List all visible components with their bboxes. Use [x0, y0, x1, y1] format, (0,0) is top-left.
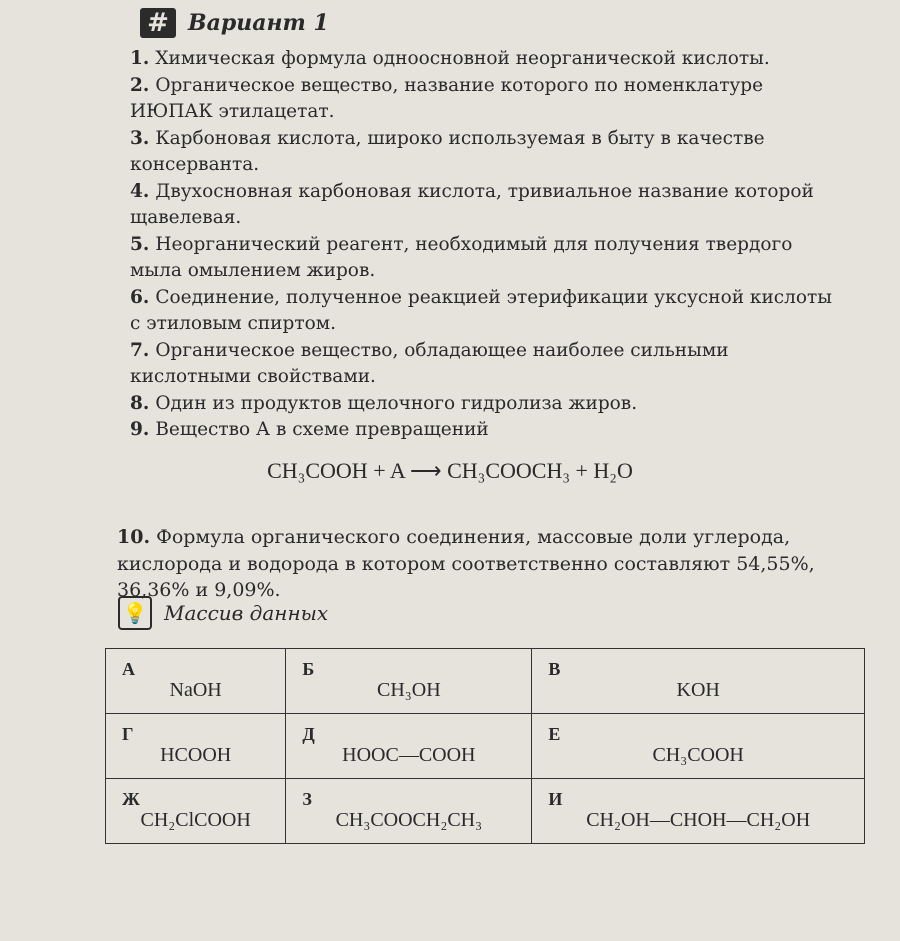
table-row: [106, 714, 865, 779]
table-cell: Е CH₃COOH: [532, 714, 865, 779]
question-item: 1. Химическая формула одноосновной неорганической кислоты.: [130, 48, 770, 69]
table-cell: В KOH: [532, 649, 865, 714]
table-cell: А NaOH: [106, 649, 286, 714]
question-list: [130, 46, 845, 444]
data-section-title: Массив данных: [164, 601, 329, 625]
question-item: 2. Органическое вещество, название которого по номенклатуре ИЮПАК этилацетат.: [130, 74, 764, 122]
question-item-10: 10. Формула органического соединения, массовые доли углерода, кислорода и водорода в котором соответственно составляют 54,55%, 36,36% и 9,09%.: [117, 526, 815, 601]
question-item: 5. Неорганический реагент, необходимый для получения твердого мыла омылением жиров.: [130, 233, 793, 281]
hash-icon: #: [140, 8, 176, 38]
table-row: [106, 649, 865, 714]
question-item: 8. Один из продуктов щелочного гидролиза жиров.: [130, 392, 638, 414]
variant-title: Вариант 1: [188, 10, 329, 36]
reaction-equation: CH₃COOH + A ⟶ CH₃COOCH₃ + H₂O: [267, 458, 633, 483]
table-cell: Д HOOC—COOH: [286, 714, 532, 779]
table-cell: Б CH₃OH: [286, 649, 532, 714]
question-item: 9. Вещество А в схеме превращений: [130, 419, 489, 440]
question-item: 7. Органическое вещество, обладающее наиболее сильными кислотными свойствами.: [130, 339, 729, 387]
table-row: [106, 779, 865, 844]
table-cell: З CH₃COOCH₂CH₃: [286, 779, 532, 844]
question-item: 3. Карбоновая кислота, широко используемая в быту в качестве консерванта.: [130, 127, 765, 175]
question-item: 4. Двухосновная карбоновая кислота, тривиальное название которой щавелевая.: [130, 180, 814, 228]
data-section-header: [118, 596, 328, 630]
lightbulb-icon: 💡: [118, 596, 152, 630]
table-cell: Г HCOOH: [106, 714, 286, 779]
variant-header: [140, 8, 329, 38]
question-item: 6. Соединение, полученное реакцией этерификации уксусной кислоты с этиловым спиртом.: [130, 286, 833, 334]
table-cell: И CH₂OH—CHOH—CH₂OH: [532, 779, 865, 844]
table-cell: Ж CH₂ClCOOH: [106, 779, 286, 844]
data-table: [105, 648, 865, 844]
